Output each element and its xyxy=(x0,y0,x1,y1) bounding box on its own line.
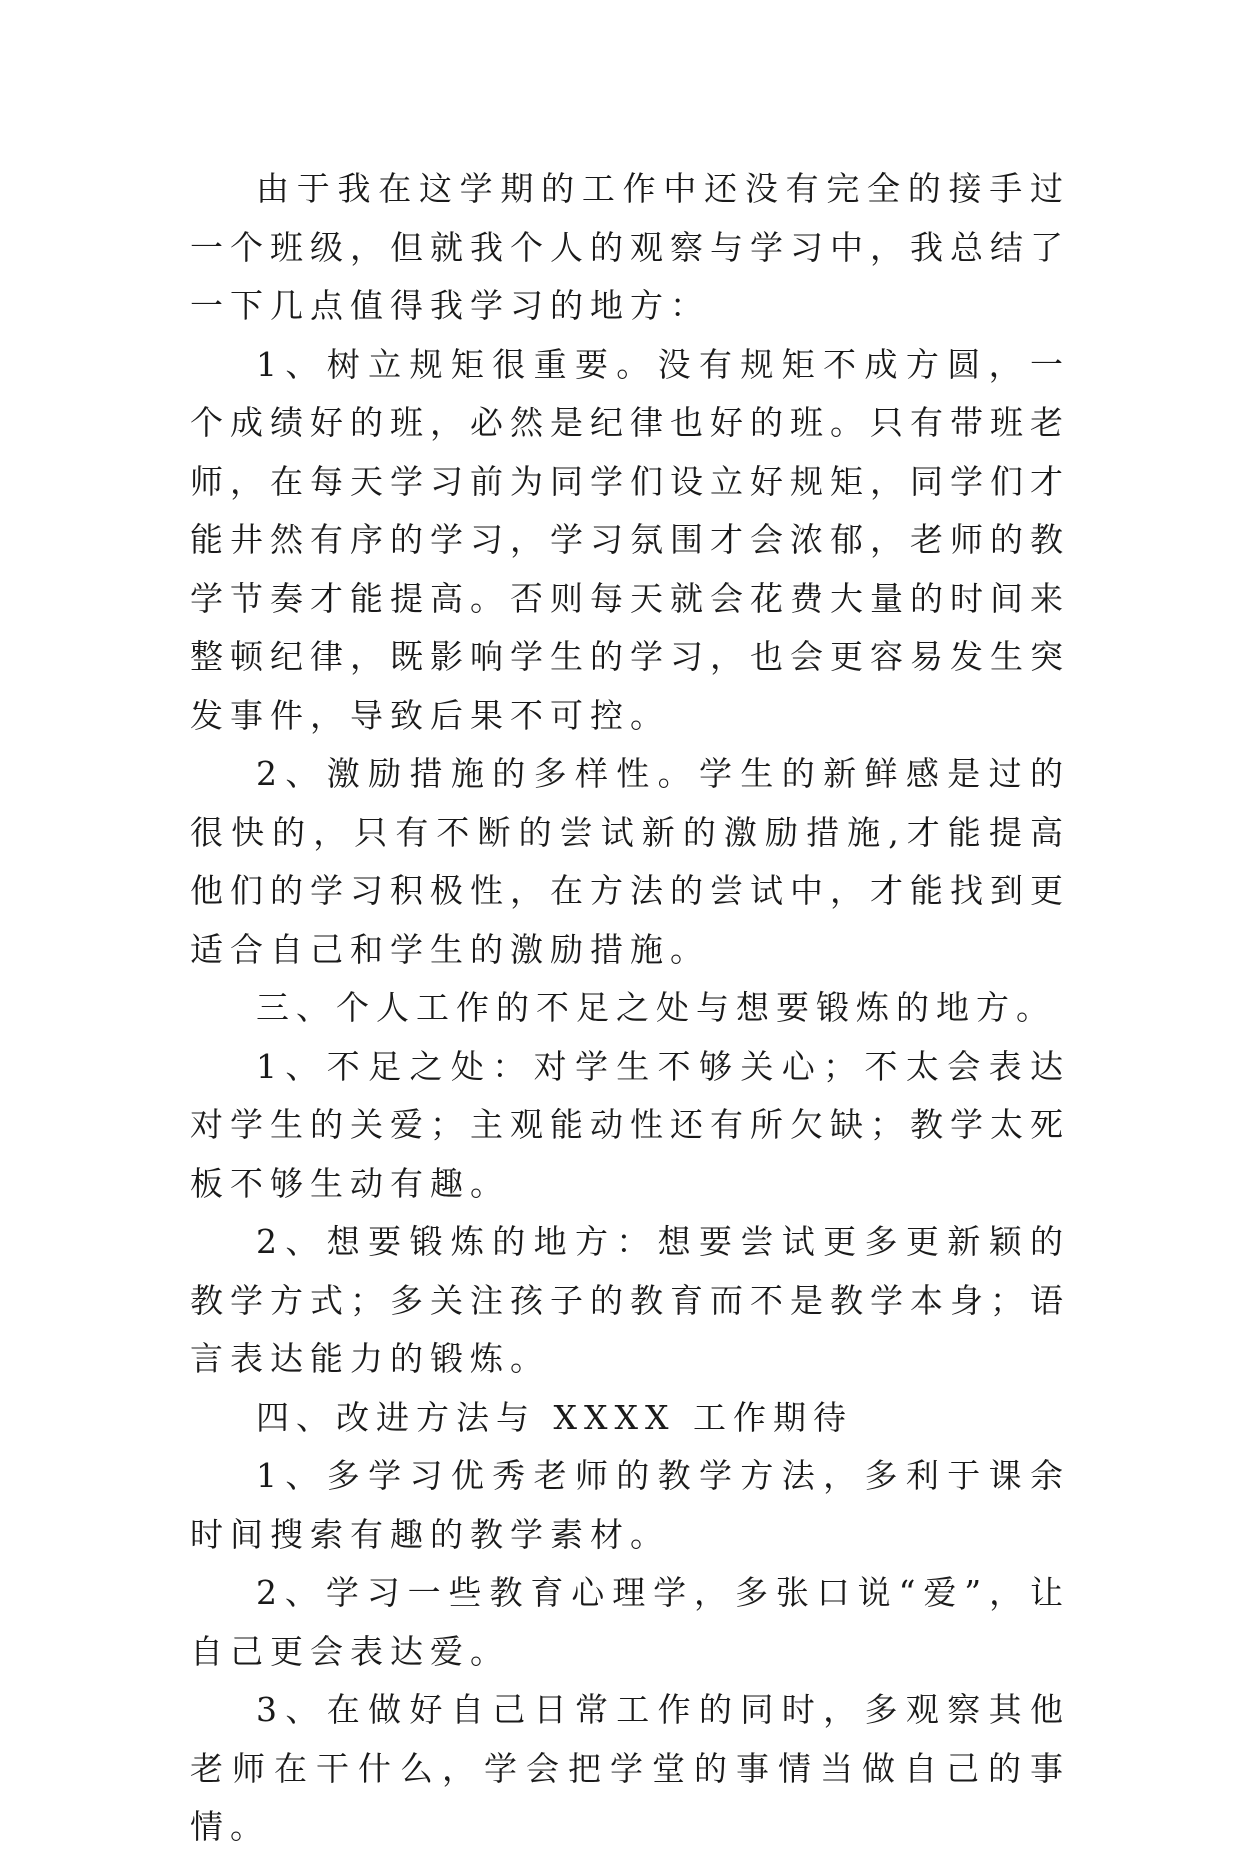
paragraph-incentives: 2、激励措施的多样性。学生的新鲜感是过的很快的，只有不断的尝试新的激励措施,才能提高他们的学习积极性，在方法的尝试中，才能找到更适合自己和学生的激励措施。 xyxy=(190,754,1070,969)
paragraph-shortcomings: 1、不足之处：对学生不够关心；不太会表达对学生的关爱；主观能动性还有所欠缺；教学太死板不够生动有趣。 xyxy=(190,1046,1070,1203)
paragraph-rules: 1、树立规矩很重要。没有规矩不成方圆，一个成绩好的班，必然是纪律也好的班。只有带班老师，在每天学习前为同学们设立好规矩，同学们才能井然有序的学习，学习氛围才会浓郁，老师的教学节奏才能提高。否则每天就会花费大量的时间来整顿纪律，既影响学生的学习，也会更容易发生突发事件，导致后果不可控。 xyxy=(190,344,1070,735)
paragraph-method-3: 3、在做好自己日常工作的同时，多观察其他老师在干什么，学会把学堂的事情当做自己的事情。 xyxy=(190,1690,1070,1846)
paragraph-method-2: 2、学习一些教育心理学，多张口说“爱”，让自己更会表达爱。 xyxy=(190,1573,1070,1671)
paragraph-method-1: 1、多学习优秀老师的教学方法，多利于课余时间搜索有趣的教学素材。 xyxy=(190,1456,1070,1554)
paragraph-improvements-wanted: 2、想要锻炼的地方：想要尝试更多更新颖的教学方式；多关注孩子的教育而不是教学本身；语言表达能力的锻炼。 xyxy=(190,1222,1070,1378)
paragraph-intro: 由于我在这学期的工作中还没有完全的接手过一个班级，但就我个人的观察与学习中，我总结了一下几点值得我学习的地方： xyxy=(190,169,1070,325)
section-heading-methods: 四、改进方法与 XXXX 工作期待 xyxy=(256,1397,853,1437)
section-heading-shortcomings: 三、个人工作的不足之处与想要锻炼的地方。 xyxy=(256,988,1056,1027)
document-body xyxy=(190,160,1070,1857)
